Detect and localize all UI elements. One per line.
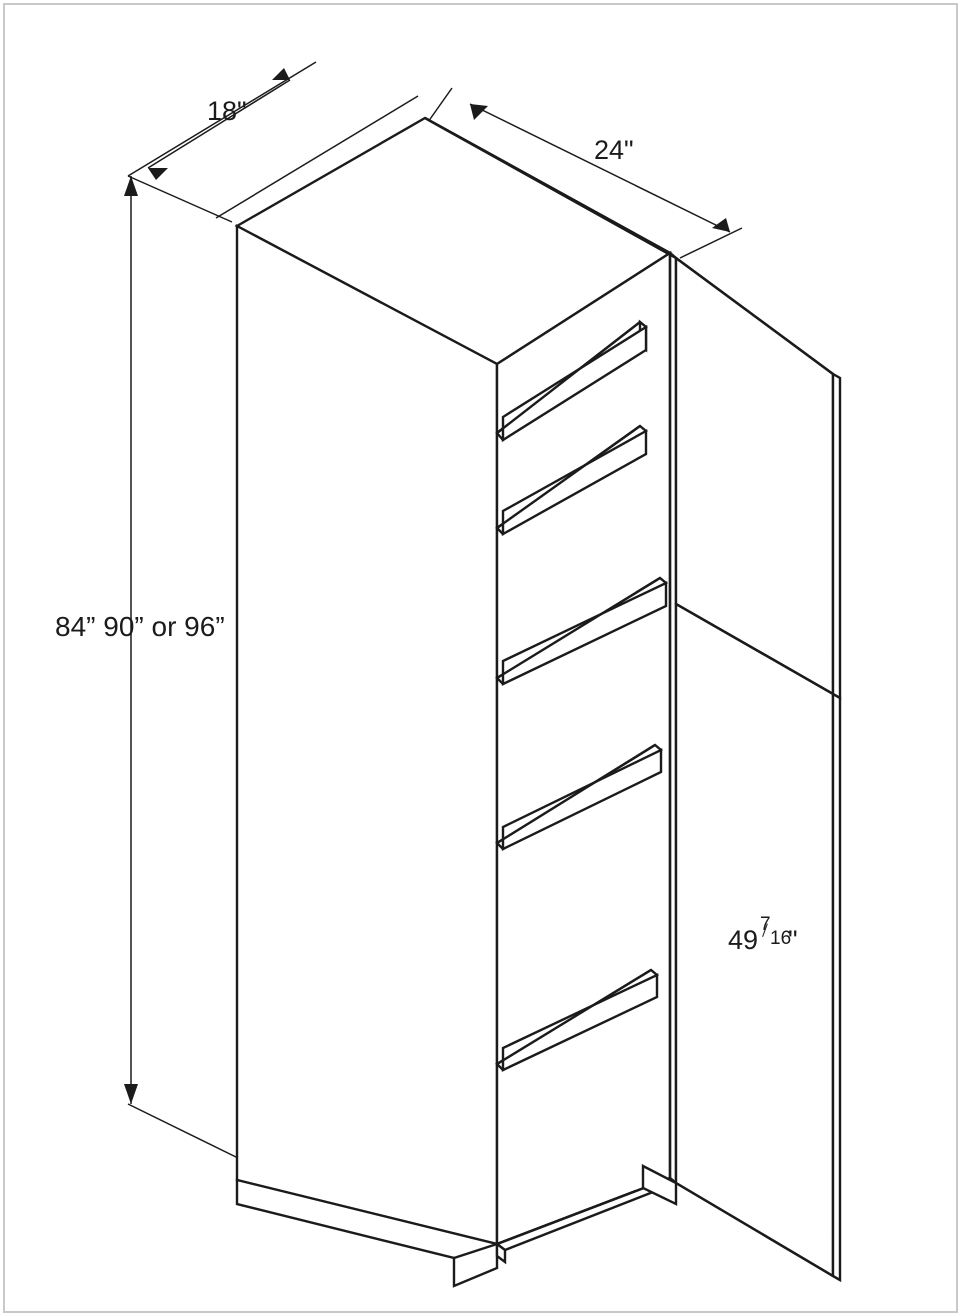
dimension-label-width: 24" xyxy=(594,135,634,165)
cabinet-interior-back xyxy=(497,253,670,1244)
dimension-label-height: 84” 90” or 96” xyxy=(55,611,225,642)
door-height-unit: " xyxy=(788,925,798,955)
door-height-fraction xyxy=(758,914,792,949)
dimension-label-door-height xyxy=(728,914,798,956)
cabinet-lower-door-edge xyxy=(833,694,840,1280)
door-height-whole: 49 xyxy=(728,925,759,955)
door-height-numerator: 7 xyxy=(760,914,771,935)
dimension-height xyxy=(124,176,238,1158)
cabinet-upper-door-edge xyxy=(833,374,840,698)
cabinet-left-side xyxy=(237,226,497,1244)
door-height-denominator: 16 xyxy=(770,928,792,949)
dimension-label-depth: 18" xyxy=(207,96,247,126)
